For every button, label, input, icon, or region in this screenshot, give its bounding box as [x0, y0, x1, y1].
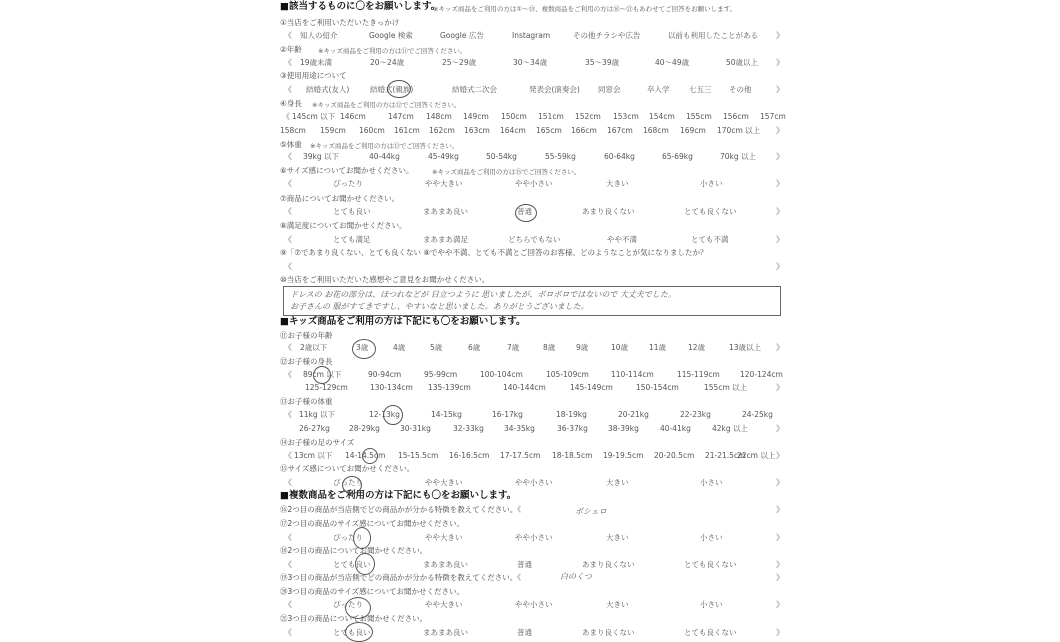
q14-option[interactable]: 21-21.5cm: [705, 451, 746, 460]
q15-label: ⑮サイズ感についてお聞かせください。: [280, 464, 415, 473]
bracket-close: 》: [776, 628, 784, 637]
bracket-open: 《: [284, 179, 292, 188]
q2-option[interactable]: 40〜49歳: [655, 58, 690, 67]
q3-option[interactable]: 結婚式(友人): [306, 85, 350, 94]
q11-option[interactable]: 4歳: [393, 343, 406, 352]
q4-option[interactable]: 162cm: [429, 126, 455, 135]
q15-option[interactable]: やや小さい: [515, 478, 553, 487]
q13-option[interactable]: 32-33kg: [453, 424, 484, 433]
q11-option[interactable]: 9歳: [576, 343, 589, 352]
q14-option[interactable]: 15-15.5cm: [398, 451, 439, 460]
bracket-close: 》: [776, 126, 784, 135]
bracket-open: 《: [284, 451, 292, 460]
q13-option[interactable]: 18-19kg: [556, 410, 587, 419]
bracket-close: 》: [776, 85, 784, 94]
q12-option[interactable]: 89cm 以下: [303, 370, 342, 379]
q4-option[interactable]: 166cm: [571, 126, 597, 135]
q11-option[interactable]: 3歳: [356, 343, 369, 352]
q11-option[interactable]: 6歳: [468, 343, 481, 352]
bracket-open: 《: [284, 370, 292, 379]
q3-option[interactable]: 結婚式二次会: [452, 85, 497, 94]
bracket-close: 》: [776, 424, 784, 433]
q4-option[interactable]: 156cm: [723, 112, 749, 121]
q4-option[interactable]: 164cm: [500, 126, 526, 135]
q13-option[interactable]: 38-39kg: [608, 424, 639, 433]
q15-option[interactable]: やや大きい: [425, 478, 463, 487]
q20-option[interactable]: ぴったり: [333, 600, 363, 609]
q20-label: ⑳3つ目の商品のサイズ感についてお聞かせください。: [280, 587, 465, 596]
bracket-open: 《: [284, 628, 292, 637]
bracket-close: 》: [776, 262, 784, 271]
q18-option[interactable]: とても良くない: [684, 560, 737, 569]
q3-option[interactable]: その他: [729, 85, 752, 94]
q21-option[interactable]: 普通: [517, 628, 532, 637]
q7-option[interactable]: まあまあ良い: [423, 207, 468, 216]
q13-option[interactable]: 40-41kg: [660, 424, 691, 433]
q4-option[interactable]: 167cm: [607, 126, 633, 135]
q11-option[interactable]: 5歳: [430, 343, 443, 352]
q5-option[interactable]: 45-49kg: [428, 152, 459, 161]
page-title: ■該当するものに〇をお願いします。: [280, 1, 441, 12]
q20-option[interactable]: やや小さい: [515, 600, 553, 609]
q12-option[interactable]: 130-134cm: [370, 383, 413, 392]
bracket-close: 》: [776, 573, 784, 582]
q8-option[interactable]: どちらでもない: [508, 235, 561, 244]
q4-option[interactable]: 161cm: [394, 126, 420, 135]
q17-label: ⑰2つ目の商品のサイズ感についてお聞かせください。: [280, 519, 465, 528]
bracket-open: 《: [284, 235, 292, 244]
q21-option[interactable]: あまり良くない: [582, 628, 635, 637]
q11-option[interactable]: 10歳: [611, 343, 629, 352]
q14-option[interactable]: 20-20.5cm: [654, 451, 695, 460]
q19-answer: 白のくつ: [560, 572, 592, 581]
bracket-close: 》: [776, 179, 784, 188]
bracket-open: 《: [284, 560, 292, 569]
q16-answer: ポシェロ: [575, 507, 607, 516]
q5-label: ⑤体重: [280, 140, 302, 149]
q4-option[interactable]: 147cm: [388, 112, 414, 121]
q20-option[interactable]: やや大きい: [425, 600, 463, 609]
bracket-close: 》: [776, 207, 784, 216]
q4-option[interactable]: 170cm 以上: [717, 126, 761, 135]
q6-label: ⑥サイズ感についてお聞かせください。: [280, 166, 414, 175]
q7-option[interactable]: 普通: [517, 207, 532, 216]
q11-option[interactable]: 7歳: [507, 343, 520, 352]
q11-option[interactable]: 8歳: [543, 343, 556, 352]
q13-option[interactable]: 16-17kg: [492, 410, 523, 419]
q4-option[interactable]: 163cm: [464, 126, 490, 135]
q12-option[interactable]: 95-99cm: [424, 370, 458, 379]
q13-option[interactable]: 30-31kg: [400, 424, 431, 433]
bracket-open: 《: [284, 58, 292, 67]
q1-option[interactable]: 以前も利用したことがある: [668, 31, 758, 40]
q2-option[interactable]: 30〜34歳: [513, 58, 548, 67]
q4-option[interactable]: 158cm: [280, 126, 306, 135]
bracket-open: 《: [284, 533, 292, 542]
q14-option[interactable]: 14-14.5cm: [345, 451, 386, 460]
q12-option[interactable]: 140-144cm: [503, 383, 546, 392]
q16-label: ⑯2つ目の商品が当店側でどの商品かが分かる特徴を教えてください。《: [280, 505, 522, 514]
bracket-close: 》: [776, 478, 784, 487]
q3-option[interactable]: 発表会(演奏会): [529, 85, 580, 94]
q5-option[interactable]: 39kg 以下: [303, 152, 340, 161]
q12-option[interactable]: 155cm 以上: [704, 383, 748, 392]
q6-note: ※キッズ商品をご利用の方は⑮でご回答ください。: [432, 168, 581, 176]
bracket-close: 》: [776, 600, 784, 609]
q12-option[interactable]: 120-124cm: [740, 370, 783, 379]
comment-answer-line-1: ドレスの お花の部分は、ほつれなどが 目立つように 思いましたが、ボロボロではないので 大丈夫でした。: [290, 290, 676, 299]
q2-label: ②年齢: [280, 45, 302, 54]
q13-option[interactable]: 11kg 以下: [299, 410, 336, 419]
bracket-close: 》: [776, 343, 784, 352]
q4-note: ※キッズ商品をご利用の方は⑫でご回答ください。: [312, 101, 461, 109]
q13-option[interactable]: 26-27kg: [299, 424, 330, 433]
q4-option[interactable]: 154cm: [649, 112, 675, 121]
q8-label: ⑧満足度についてお聞かせください。: [280, 221, 407, 230]
q18-option[interactable]: まあまあ良い: [423, 560, 468, 569]
q14-label: ⑭お子様の足のサイズ: [280, 438, 355, 447]
q6-option[interactable]: 大きい: [606, 179, 629, 188]
q4-option[interactable]: 152cm: [575, 112, 601, 121]
bracket-open: 《: [284, 478, 292, 487]
q6-option[interactable]: やや大きい: [425, 179, 463, 188]
bracket-open: 《: [284, 152, 292, 161]
q14-option[interactable]: 13cm 以下: [294, 451, 333, 460]
q13-option[interactable]: 12-13kg: [369, 410, 400, 419]
q3-option[interactable]: 結婚式(親族): [370, 85, 414, 94]
q3-option[interactable]: 七五三: [689, 85, 712, 94]
q13-option[interactable]: 14-15kg: [431, 410, 462, 419]
q7-option[interactable]: あまり良くない: [582, 207, 635, 216]
bracket-open: 《: [282, 112, 290, 121]
q2-option[interactable]: 20〜24歳: [370, 58, 405, 67]
q18-option[interactable]: とても良い: [333, 560, 371, 569]
bracket-close: 》: [776, 533, 784, 542]
q13-option[interactable]: 20-21kg: [618, 410, 649, 419]
bracket-open: 《: [284, 410, 292, 419]
q8-option[interactable]: まあまあ満足: [423, 235, 468, 244]
q15-option[interactable]: 小さい: [700, 478, 723, 487]
q11-option[interactable]: 13歳以上: [729, 343, 762, 352]
q13-option[interactable]: 34-35kg: [504, 424, 535, 433]
bracket-close: 》: [776, 235, 784, 244]
q13-option[interactable]: 22-23kg: [680, 410, 711, 419]
q18-option[interactable]: 普通: [517, 560, 532, 569]
q14-option[interactable]: 16-16.5cm: [449, 451, 490, 460]
q4-option[interactable]: 145cm 以下: [292, 112, 336, 121]
q5-option[interactable]: 50-54kg: [486, 152, 517, 161]
bracket-open: 《: [284, 343, 292, 352]
q7-option[interactable]: とても良くない: [684, 207, 737, 216]
q4-label: ④身長: [280, 99, 302, 108]
q17-option[interactable]: やや小さい: [515, 533, 553, 542]
q12-option[interactable]: 150-154cm: [636, 383, 679, 392]
q9-label: ⑨「⑦であまり良くない、とても良くない ⑧でやや不満、とても不満とご回答のお客様、どのようなことが気になりましたか？: [280, 248, 708, 257]
kids-section-title: ■キッズ商品をご利用の方は下記にも〇をお願いします。: [280, 316, 526, 327]
bracket-close: 》: [776, 58, 784, 67]
q17-option[interactable]: ぴったり: [333, 533, 363, 542]
q4-option[interactable]: 160cm: [359, 126, 385, 135]
q21-option[interactable]: とても良い: [333, 628, 371, 637]
q12-option[interactable]: 105-109cm: [546, 370, 589, 379]
q13-option[interactable]: 36-37kg: [557, 424, 588, 433]
q6-option[interactable]: ぴったり: [333, 179, 363, 188]
q5-note: ※キッズ商品をご利用の方は⑬でご回答ください。: [310, 142, 459, 150]
q20-option[interactable]: 小さい: [700, 600, 723, 609]
q19-label: ⑲3つ目の商品が当店側でどの商品かが分かる特徴を教えてください。《: [280, 573, 522, 582]
q14-option[interactable]: 18-18.5cm: [552, 451, 593, 460]
q5-option[interactable]: 70kg 以上: [720, 152, 757, 161]
q14-option[interactable]: 19-19.5cm: [603, 451, 644, 460]
q11-label: ⑪お子様の年齢: [280, 331, 333, 340]
q1-option[interactable]: その他チラシや広告: [573, 31, 641, 40]
q12-option[interactable]: 145-149cm: [570, 383, 613, 392]
q3-option[interactable]: 同窓会: [598, 85, 621, 94]
q7-option[interactable]: とても良い: [333, 207, 371, 216]
q15-option[interactable]: ぴったり: [333, 478, 363, 487]
q11-option[interactable]: 2歳以下: [300, 343, 328, 352]
bracket-close: 》: [776, 451, 784, 460]
q4-option[interactable]: 148cm: [426, 112, 452, 121]
q5-option[interactable]: 65-69kg: [662, 152, 693, 161]
q2-note: ※キッズ商品をご利用の方は⑪でご回答ください。: [318, 47, 467, 55]
q5-option[interactable]: 60-64kg: [604, 152, 635, 161]
q12-option[interactable]: 135-139cm: [428, 383, 471, 392]
bracket-close: 》: [776, 152, 784, 161]
q8-option[interactable]: とても満足: [333, 235, 371, 244]
q2-option[interactable]: 25〜29歳: [442, 58, 477, 67]
q17-option[interactable]: やや大きい: [425, 533, 463, 542]
bracket-close: 》: [776, 505, 784, 514]
q12-label: ⑫お子様の身長: [280, 357, 333, 366]
q4-option[interactable]: 165cm: [536, 126, 562, 135]
bracket-open: 《: [284, 600, 292, 609]
q1-option[interactable]: Google 検索: [369, 31, 413, 40]
q1-option[interactable]: 知人の紹介: [300, 31, 338, 40]
q13-option[interactable]: 24-25kg: [742, 410, 773, 419]
bracket-open: 《: [284, 262, 292, 271]
q7-label: ⑦商品についてお聞かせください。: [280, 194, 400, 203]
bracket-open: 《: [284, 207, 292, 216]
bracket-close: 》: [776, 31, 784, 40]
q11-option[interactable]: 12歳: [688, 343, 706, 352]
q20-option[interactable]: 大きい: [606, 600, 629, 609]
q12-option[interactable]: 110-114cm: [611, 370, 654, 379]
q6-option[interactable]: やや小さい: [515, 179, 553, 188]
q4-option[interactable]: 155cm: [686, 112, 712, 121]
q4-option[interactable]: 169cm: [680, 126, 706, 135]
q6-option[interactable]: 小さい: [700, 179, 723, 188]
bracket-close: 》: [776, 383, 784, 392]
q4-option[interactable]: 151cm: [538, 112, 564, 121]
q18-label: ⑱2つ目の商品についてお聞かせください。: [280, 546, 428, 555]
q8-option[interactable]: とても不満: [691, 235, 729, 244]
bracket-open: 《: [284, 85, 292, 94]
q18-option[interactable]: あまり良くない: [582, 560, 635, 569]
q1-option[interactable]: Instagram: [512, 31, 551, 40]
q4-option[interactable]: 149cm: [463, 112, 489, 121]
q12-option[interactable]: 115-119cm: [677, 370, 720, 379]
bracket-close: 》: [776, 560, 784, 569]
q12-option[interactable]: 100-104cm: [480, 370, 523, 379]
bracket-open: 《: [284, 31, 292, 40]
q4-option[interactable]: 150cm: [501, 112, 527, 121]
q3-option[interactable]: 卒入学: [647, 85, 670, 94]
q4-option[interactable]: 146cm: [340, 112, 366, 121]
q2-option[interactable]: 50歳以上: [726, 58, 759, 67]
q1-option[interactable]: Google 広告: [440, 31, 484, 40]
q4-option[interactable]: 157cm: [760, 112, 786, 121]
q11-option[interactable]: 11歳: [649, 343, 667, 352]
q10-label: ⑩当店をご利用いただいた感想やご意見をお聞かせください。: [280, 275, 490, 284]
q3-label: ③使用用途について: [280, 71, 347, 80]
q21-option[interactable]: とても良くない: [684, 628, 737, 637]
multi-section-title: ■複数商品をご利用の方は下記にも〇をお願いします。: [280, 490, 517, 501]
q12-option[interactable]: 90-94cm: [368, 370, 402, 379]
q4-option[interactable]: 168cm: [643, 126, 669, 135]
q1-label: ①当店をご利用いただいたきっかけ: [280, 18, 400, 27]
header-note: ※キッズ商品をご利用の方は①〜⑮、複数商品をご利用の方は⑯〜㉑もあわせてご回答をお願いします。: [433, 5, 737, 13]
comment-answer-line-2: お子さんの 服がすてきですし、やすいなと思いました。ありがとうございました。: [290, 302, 589, 311]
q5-option[interactable]: 55-59kg: [545, 152, 576, 161]
q15-option[interactable]: 大きい: [606, 478, 629, 487]
q21-option[interactable]: まあまあ良い: [423, 628, 468, 637]
q8-option[interactable]: やや不満: [607, 235, 637, 244]
q13-option[interactable]: 28-29kg: [349, 424, 380, 433]
q14-option[interactable]: 22cm 以上: [737, 451, 776, 460]
q13-label: ⑬お子様の体重: [280, 397, 333, 406]
q21-label: ㉑3つ目の商品についてお聞かせください。: [280, 614, 428, 623]
q2-option[interactable]: 35〜39歳: [585, 58, 620, 67]
q12-option[interactable]: 125-129cm: [305, 383, 348, 392]
q2-option[interactable]: 19歳未満: [300, 58, 333, 67]
q4-option[interactable]: 159cm: [320, 126, 346, 135]
q4-option[interactable]: 153cm: [613, 112, 639, 121]
q5-option[interactable]: 40-44kg: [369, 152, 400, 161]
q17-option[interactable]: 小さい: [700, 533, 723, 542]
q17-option[interactable]: 大きい: [606, 533, 629, 542]
q13-option[interactable]: 42kg 以上: [712, 424, 749, 433]
q14-option[interactable]: 17-17.5cm: [500, 451, 541, 460]
